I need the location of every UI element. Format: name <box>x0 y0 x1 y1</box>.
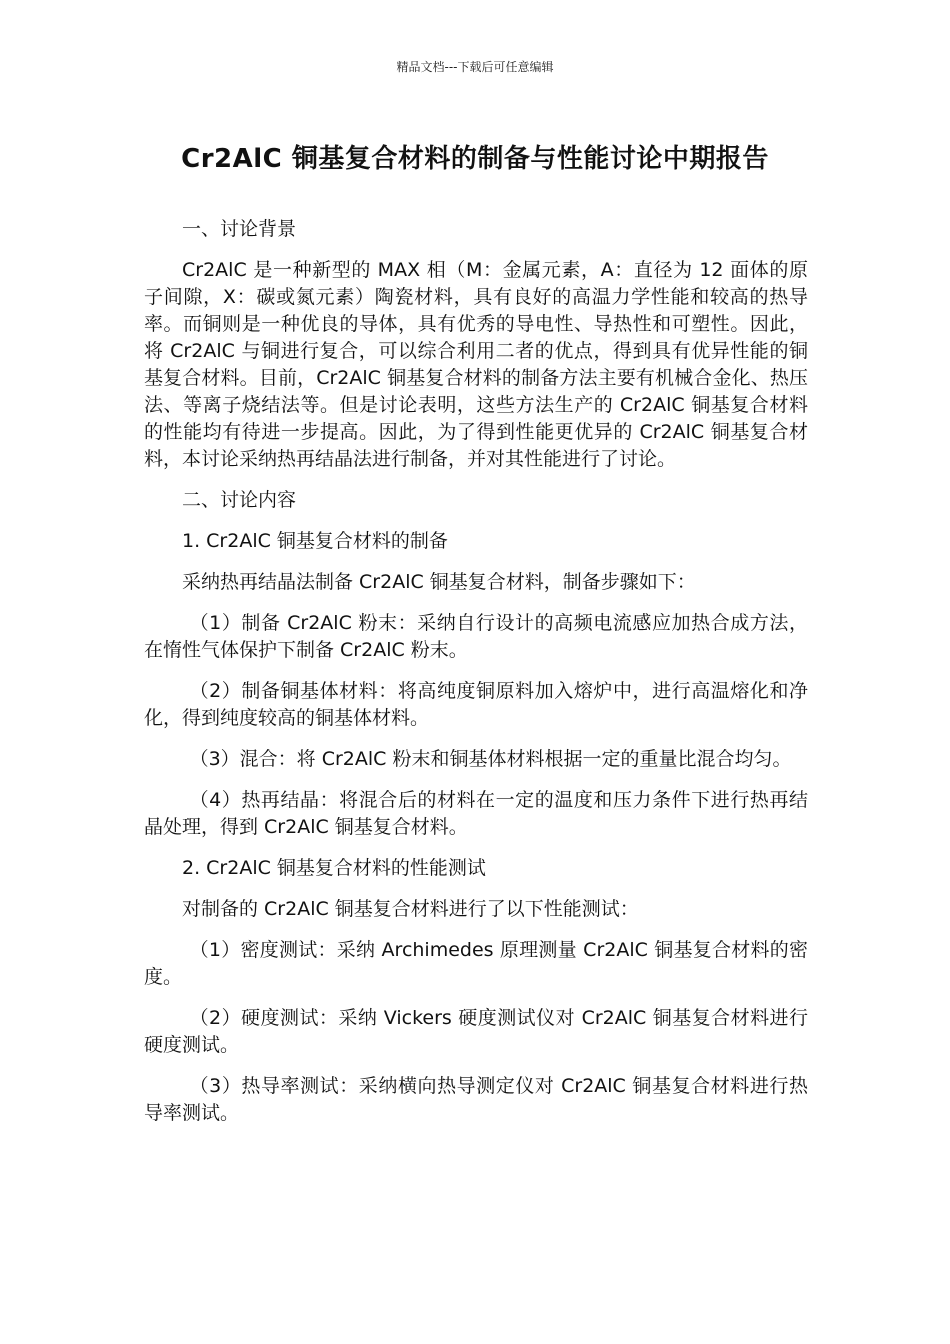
preparation-intro: 采纳热再结晶法制备 Cr2AlC 铜基复合材料，制备步骤如下： <box>182 571 696 593</box>
subsection-heading-preparation: 1. Cr2AlC 铜基复合材料的制备 <box>182 530 448 552</box>
testing-item: （1）密度测试：采纳 Archimedes 原理测量 Cr2AlC 铜基复合材料的密度。 <box>144 939 808 988</box>
preparation-step: （4）热再结晶：将混合后的材料在一定的温度和压力条件下进行热再结晶处理，得到 Cr2AlC 铜基复合材料。 <box>144 789 808 838</box>
preparation-step: （3）混合：将 Cr2AlC 粉末和铜基体材料根据一定的重量比混合均匀。 <box>189 748 792 770</box>
testing-item: （2）硬度测试：采纳 Vickers 硬度测试仪对 Cr2AlC 铜基复合材料进行硬度测试。 <box>144 1007 808 1056</box>
header-note: 精品文档---下载后可任意编辑 <box>396 60 554 74</box>
section-heading-content: 二、讨论内容 <box>182 489 297 511</box>
subsection-heading-testing: 2. Cr2AlC 铜基复合材料的性能测试 <box>182 857 486 879</box>
testing-intro: 对制备的 Cr2AlC 铜基复合材料进行了以下性能测试： <box>182 898 639 920</box>
preparation-step: （2）制备铜基体材料：将高纯度铜原料加入熔炉中，进行高温熔化和净化，得到纯度较高的铜基体材料。 <box>144 680 808 729</box>
background-paragraph: Cr2AlC 是一种新型的 MAX 相（M：金属元素，A：直径为 12 面体的原子间隙，X：碳或氮元素）陶瓷材料，具有良好的高温力学性能和较高的热导率。而铜则是一种优良的导体，具有优秀的导电性、导热性和可塑性。因此，将 Cr2AlC 与铜进行复合，可以综合利用二者的优点，得到具有优异性能的铜基复合材料。目前，Cr2AlC 铜基复合材料的制备方法主要有机械合金化、热压法、等离子烧结法等。但是讨论表明，这些方法生产的 Cr2AlC 铜基复合材料的性能均有待进一步提高。因此，为了得到性能更优异的 Cr2AlC 铜基复合材料，本讨论采纳热再结晶法进行制备，并对其性能进行了讨论。 <box>144 259 808 470</box>
document-title: Cr2AlC 铜基复合材料的制备与性能讨论中期报告 <box>181 144 769 174</box>
section-heading-background: 一、讨论背景 <box>182 218 297 240</box>
preparation-step: （1）制备 Cr2AlC 粉末：采纳自行设计的高频电流感应加热合成方法，在惰性气体保护下制备 Cr2AlC 粉末。 <box>144 612 808 661</box>
document-body <box>144 216 808 1141</box>
testing-item: （3）热导率测试：采纳横向热导测定仪对 Cr2AlC 铜基复合材料进行热导率测试。 <box>144 1075 808 1124</box>
